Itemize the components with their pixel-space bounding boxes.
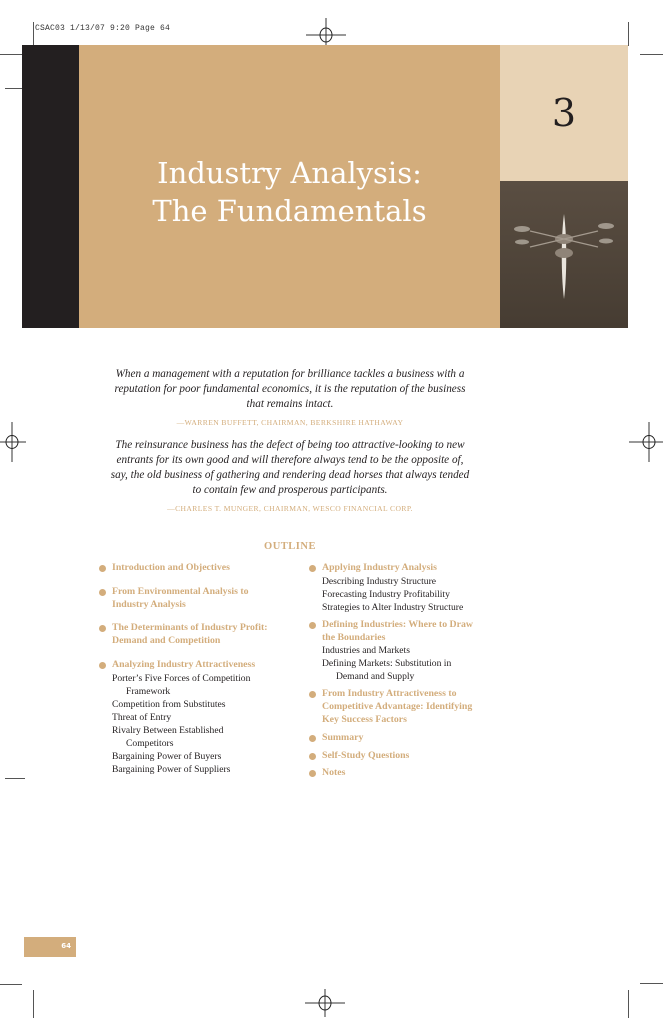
quote-line: to contain few and prosperous participants. xyxy=(192,484,388,496)
quote-line: entrants for its own good and will therefore always tend to be the opposite of, xyxy=(116,454,464,466)
outline-section[interactable] xyxy=(309,750,509,763)
crop-mark xyxy=(640,54,663,55)
section-title: Introduction and Objectives xyxy=(112,562,230,573)
rowing-boat-photo xyxy=(500,181,628,328)
outline-subsection[interactable]: Describing Industry Structure xyxy=(322,575,437,587)
page-number: 64 xyxy=(24,937,76,957)
quote-line: reputation for poor fundamental economics, it is the reputation of the business xyxy=(114,383,466,395)
outline-section[interactable] xyxy=(99,622,299,648)
quote-line: say, the old business of gathering and rendering dead horses that always tended xyxy=(110,469,470,481)
section-title: Defining Industries: Where to Draw xyxy=(322,618,473,630)
outline-subsection[interactable]: Industries and Markets xyxy=(322,645,410,657)
outline-subsection[interactable]: Defining Markets: Substitution in Demand and Supply xyxy=(322,658,452,683)
section-title: Competitive Advantage: Identifying xyxy=(322,701,473,713)
section-title: The Determinants of Industry Profit: xyxy=(112,622,268,634)
section-title: Industry Analysis xyxy=(112,598,186,610)
print-slug: CSAC03 1/13/07 9:20 Page 64 xyxy=(35,24,171,33)
outline-section[interactable] xyxy=(99,659,299,672)
crop-mark xyxy=(0,984,22,985)
outline-section[interactable] xyxy=(99,562,299,575)
chapter-number-box xyxy=(500,45,628,181)
outline-subsection[interactable]: Rivalry Between Established Competitors xyxy=(112,724,224,749)
section-title: Demand and Competition xyxy=(112,635,221,647)
epigraph-quote-2 xyxy=(100,438,480,498)
crop-mark xyxy=(628,990,629,1018)
quote-attribution-1: —WARREN BUFFETT, CHAIRMAN, BERKSHIRE HATHAWAY xyxy=(176,418,404,427)
outline-subsection[interactable]: Strategies to Alter Industry Structure xyxy=(322,601,464,613)
outline-subsection[interactable]: Competition from Substitutes xyxy=(112,698,226,710)
outline-section[interactable] xyxy=(309,619,509,645)
section-title: From Industry Attractiveness to xyxy=(322,688,457,700)
registration-mark-icon xyxy=(629,422,663,462)
quote-attribution-2: —CHARLES T. MUNGER, CHAIRMAN, WESCO FINANCIAL CORP. xyxy=(167,504,413,513)
outline-section[interactable] xyxy=(99,586,299,612)
quote-line: When a management with a reputation for brilliance tackles a business with a xyxy=(115,368,465,380)
quote-line: The reinsurance business has the defect of being too attractive-looking to new xyxy=(115,439,465,451)
section-title: Applying Industry Analysis xyxy=(322,562,437,573)
outline-section[interactable] xyxy=(309,767,509,780)
chapter-title xyxy=(79,154,500,230)
section-title: Self-Study Questions xyxy=(322,749,410,761)
crop-mark xyxy=(5,778,25,779)
outline-column-right xyxy=(309,562,509,780)
crop-mark xyxy=(5,88,23,89)
section-title: Analyzing Industry Attractiveness xyxy=(112,658,256,670)
outline-heading: OUTLINE xyxy=(264,541,316,552)
outline-section[interactable] xyxy=(309,732,509,745)
outline-subsection[interactable]: Bargaining Power of Buyers xyxy=(112,750,222,762)
registration-mark-icon xyxy=(305,983,345,1023)
section-title: Summary xyxy=(322,731,364,743)
outline-section[interactable] xyxy=(309,688,509,726)
registration-mark-icon xyxy=(0,422,34,462)
outline-subsection[interactable]: Bargaining Power of Suppliers xyxy=(112,763,231,775)
section-title: the Boundaries xyxy=(322,631,386,643)
section-title: Key Success Factors xyxy=(322,713,407,725)
crop-mark xyxy=(0,54,22,55)
chapter-title-line-1: Industry Analysis: xyxy=(157,156,422,190)
chapter-number: 3 xyxy=(551,91,577,135)
chapter-title-line-2: The Fundamentals xyxy=(152,194,427,228)
section-title: From Environmental Analysis to xyxy=(112,585,249,597)
quote-line: that remains intact. xyxy=(246,398,334,410)
outline-subsection[interactable]: Forecasting Industry Profitability xyxy=(322,588,450,600)
epigraph-quote-1 xyxy=(100,367,480,412)
outline-column-left xyxy=(99,562,299,776)
outline-subsection[interactable]: Porter’s Five Forces of Competition Framework xyxy=(112,672,251,697)
crop-mark xyxy=(640,983,663,984)
crop-mark xyxy=(33,990,34,1018)
crop-mark xyxy=(628,22,629,46)
section-title: Notes xyxy=(322,767,346,779)
outline-subsection[interactable]: Threat of Entry xyxy=(112,711,172,723)
outline-section[interactable] xyxy=(309,562,509,575)
rowing-shell-image-icon xyxy=(500,181,628,328)
chapter-side-bar xyxy=(22,45,79,328)
crop-mark xyxy=(33,22,34,46)
